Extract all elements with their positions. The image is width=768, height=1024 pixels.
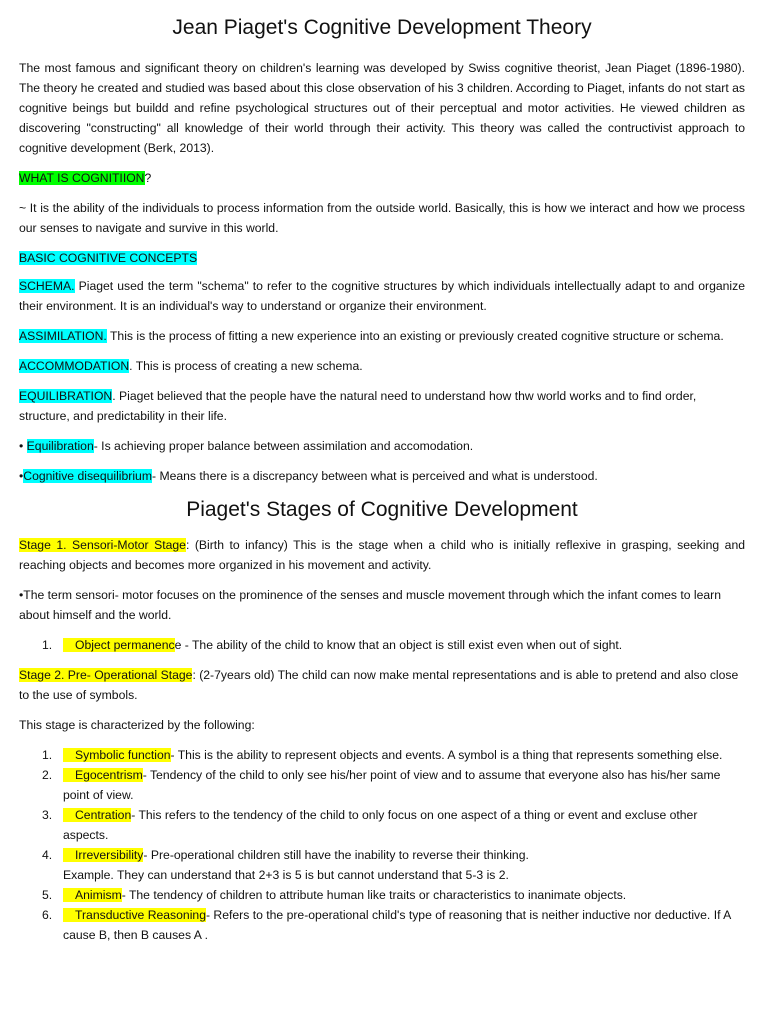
equilibration-bullet-text: - Is achieving proper balance between assimilation and accomodation.	[93, 439, 474, 453]
assimilation-term: ASSIMILATION.	[19, 329, 107, 343]
list-item-text: - Pre-operational children still have the inability to reverse their thinking.	[143, 848, 529, 862]
list-item-example: Example. They can understand that 2+3 is 5 is but cannot understand that 5-3 is 2.	[63, 868, 509, 882]
list-item-text: - This is the ability to represent objects and events. A symbol is a thing that represents something else.	[170, 748, 723, 762]
list-item-number: 4.	[42, 848, 53, 862]
list-item-number: 1.	[42, 748, 53, 762]
bullet-glyph: •	[19, 439, 27, 453]
equilibration-bullet	[19, 436, 745, 456]
cognition-definition: ~ It is the ability of the individuals to process information from the outside world. Basically, this is how we interact and how we process our senses to navigate and survive in this world.	[19, 201, 745, 235]
list-item	[19, 805, 745, 845]
disequilibrium-bullet	[19, 466, 745, 486]
stage2-list	[19, 745, 745, 945]
concepts-heading	[19, 248, 745, 268]
list-item-number: 1.	[42, 638, 53, 652]
list-item-term: Animism	[63, 888, 122, 902]
bullet-glyph: •	[19, 469, 24, 483]
equilibration-text: . Piaget believed that the people have the natural need to understand how thw world works and to find order, structure, and predictability in their life.	[19, 389, 697, 423]
equilibration-paragraph	[19, 386, 745, 426]
list-item-term: Symbolic function	[63, 748, 171, 762]
stage1-term: Stage 1. Sensori-Motor Stage	[19, 538, 186, 552]
intro-paragraph: The most famous and significant theory on children's learning was developed by Swiss cognitive theorist, Jean Piaget (1896-1980). The theory he created and studied was based about this close observation of his 3 children. According to Piaget, infants do not start as cognitive beings but buildd and refine psychological structures out of their perceptual and motor activities. He viewed children as discovering "constructing" all knowledge of their world through their activity. This theory was called the contructivist approach to cognitive development (Berk, 2013).	[19, 61, 745, 155]
stage1-note: •The term sensori- motor focuses on the prominence of the senses and muscle movement through which the infant comes to learn about himself and the world.	[19, 588, 722, 622]
list-item	[19, 745, 745, 765]
stages-title: Piaget's Stages of Cognitive Development	[186, 498, 578, 521]
list-item-number: 3.	[42, 808, 53, 822]
list-item-term: Centration	[63, 808, 131, 822]
stage2-term: Stage 2. Pre- Operational Stage	[19, 668, 193, 682]
document-title: Jean Piaget's Cognitive Development Theory	[172, 16, 592, 39]
equilibration-term: EQUILIBRATION	[19, 389, 113, 403]
list-item	[19, 635, 745, 655]
schema-text: Piaget used the term "schema" to refer to the cognitive structures by which individuals intellectually adapt to and organize their environment. It is an individual's way to understand or organize their environment.	[19, 279, 745, 313]
list-item	[19, 765, 745, 805]
assimilation-paragraph	[19, 326, 745, 346]
stage2-text: : (2-7years old) The child can now make mental representations and is able to pretend and also close to the use of symbols.	[19, 668, 739, 702]
accommodation-term: ACCOMMODATION	[19, 359, 130, 373]
accommodation-paragraph	[19, 356, 745, 376]
cognition-heading	[19, 168, 745, 188]
stage1-paragraph	[19, 535, 745, 575]
list-item-term: Egocentrism	[63, 768, 143, 782]
schema-term: SCHEMA.	[19, 279, 75, 293]
list-item-number: 2.	[42, 768, 53, 782]
accommodation-text: . This is process of creating a new schema.	[129, 359, 363, 373]
list-item	[19, 845, 745, 885]
list-item-text: e - The ability of the child to know that an object is still exist even when out of sight.	[174, 638, 623, 652]
list-item-term: Irreversibility	[63, 848, 143, 862]
stage1-list	[19, 635, 745, 655]
list-item-number: 5.	[42, 888, 53, 902]
list-item-term: Transductive Reasoning	[63, 908, 206, 922]
cognition-heading-highlight: WHAT IS COGNITIION	[19, 171, 145, 185]
list-item-text: - The tendency of children to attribute human like traits or characteristics to inanimate objects.	[121, 888, 627, 902]
concepts-heading-highlight: BASIC COGNITIVE CONCEPTS	[19, 251, 198, 265]
disequilibrium-bullet-text: - Means there is a discrepancy between what is perceived and what is understood.	[152, 469, 598, 483]
cognition-heading-suffix: ?	[144, 171, 152, 185]
assimilation-text: This is the process of fitting a new experience into an existing or previously created cognitive structure or schema.	[106, 329, 724, 343]
list-item-number: 6.	[42, 908, 53, 922]
disequilibrium-bullet-term: Cognitive disequilibrium	[23, 469, 152, 483]
list-item	[19, 905, 745, 945]
list-item-text: - Refers to the pre-operational child's type of reasoning that is neither inductive nor deductive. If A cause B, then B causes A .	[63, 908, 731, 942]
stage2-paragraph	[19, 665, 745, 705]
list-item-text: - Tendency of the child to only see his/her point of view and to assume that everyone also has his/her same point of view.	[63, 768, 721, 802]
stage1-text: : (Birth to infancy) This is the stage when a child who is initially reflexive in grasping, seeking and reaching objects and becomes more organized in his movement and activity.	[19, 538, 745, 572]
list-item-term: Object permanenc	[63, 638, 175, 652]
schema-paragraph	[19, 276, 745, 316]
list-item	[19, 885, 745, 905]
stage2-intro: This stage is characterized by the following:	[19, 718, 255, 732]
list-item-text: - This refers to the tendency of the child to only focus on one aspect of a thing or event and excluse other aspects.	[63, 808, 698, 842]
equilibration-bullet-term: Equilibration	[26, 439, 94, 453]
